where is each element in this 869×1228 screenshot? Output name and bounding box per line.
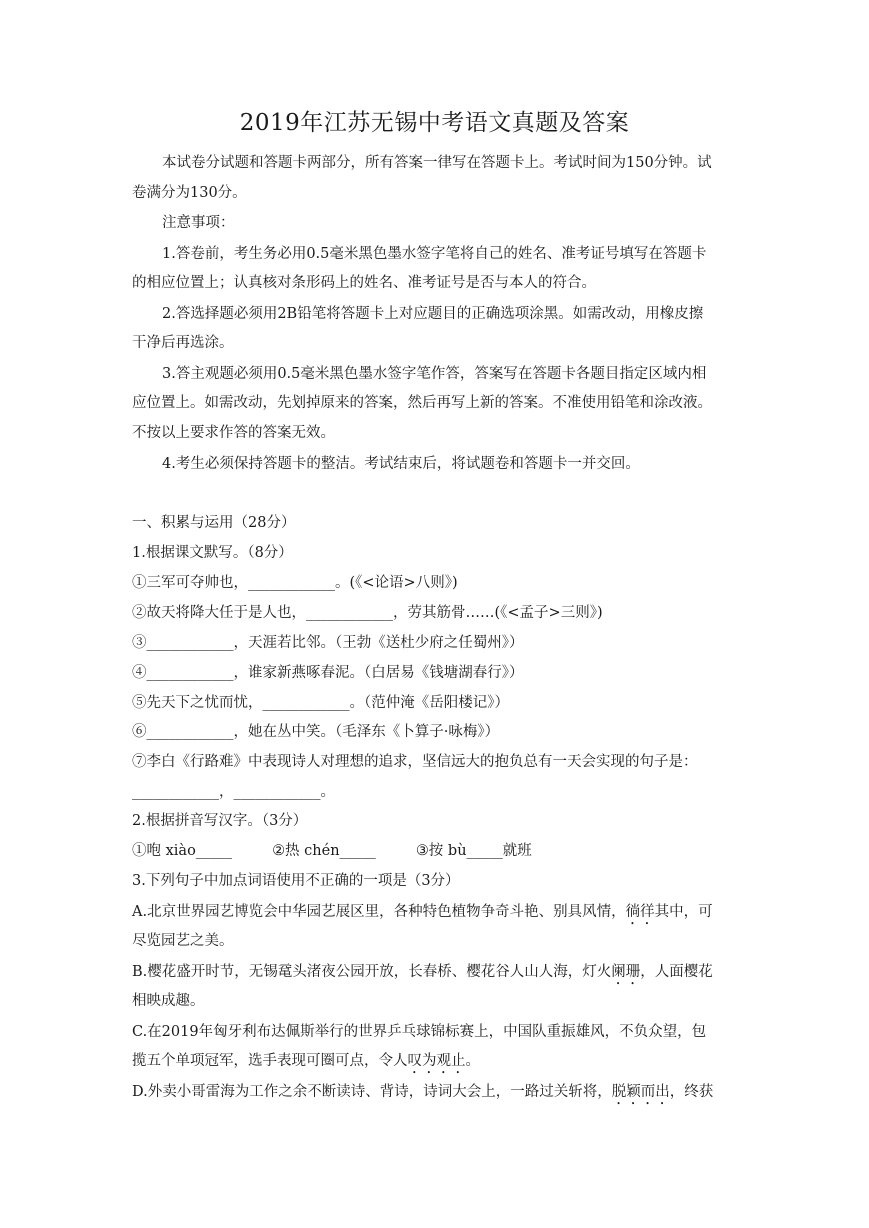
notice-heading: 注意事项： [162,215,235,231]
question-item: ____________，____________。 [132,784,335,800]
dotted-word: 脱颖而出 [611,1084,670,1100]
question-item: ②故天将降大任于是人也，____________，劳其筋骨……(《<孟子>三则》) [132,605,603,621]
notice-item: 应位置上。如需改动，先划掉原来的答案，然后再写上新的答案。不准使用铅笔和涂改液。 [132,395,712,411]
option-c: C.在2019年匈牙利布达佩斯举行的世界乒乓球锦标赛上，中国队重振雄风，不负众望，包 [132,1024,707,1040]
pinyin-items [132,841,742,861]
option-text: A.北京世界园艺博览会中华园艺展区里，各种特色植物争奇斗艳、别具风情， [132,904,626,920]
notice-item: 2.答选择题必须用2B铅笔将答题卡上对应题目的正确选项涂黑。如需改动，用橡皮擦 [162,306,704,322]
option-b [132,962,742,988]
option-text: D.外卖小哥雷海为工作之余不断读诗、背诗，诗词大会上，一路过关斩将， [132,1084,612,1100]
page-title: 2019年江苏无锡中考语文真题及答案 [239,110,630,136]
option-d [132,1082,742,1108]
intro-line: 本试卷分试题和答题卡两部分，所有答案一律写在答题卡上。考试时间为150分钟。试 [162,155,712,171]
section-heading: 一、积累与运用（28分） [132,515,296,531]
option-text: ，人面樱花 [640,964,713,980]
notice-item: 3.答主观题必须用0.5毫米黑色墨水签字笔作答，答案写在答题卡各题目指定区域内相 [162,366,707,382]
option-a-cont: 尽览园艺之美。 [132,933,234,949]
option-text: ，终获 [669,1084,714,1100]
notice-item: 不按以上要求作答的答案无效。 [132,425,335,441]
question-stem: 3.下列句子中加点词语使用不正确的一项是（3分） [132,873,460,889]
notice-item: 干净后再选涂。 [132,335,234,351]
option-c-cont [132,1051,742,1077]
question-item: ③____________，天涯若比邻。（王勃《送杜少府之任蜀州》） [132,635,524,651]
option-text: B.樱花盛开时节，无锡鼋头渚夜公园开放，长春桥、樱花谷人山人海，灯火 [132,964,612,980]
question-stem: 1.根据课文默写。（8分） [132,545,293,561]
notice-item: 的相应位置上；认真核对条形码上的姓名、准考证号是否与本人的符合。 [132,275,596,291]
dotted-word: 叹为观止 [407,1053,466,1069]
option-a [132,902,742,928]
question-item: ⑥____________，她在丛中笑。（毛泽东《卜算子·咏梅》） [132,724,500,740]
question-stem: 2.根据拼音写汉字。（3分） [132,813,308,829]
notice-item: 4.考生必须保持答题卡的整洁。考试结束后，将试题卷和答题卡一并交回。 [162,456,640,472]
option-b-cont: 相映成趣。 [132,993,205,1009]
intro-line: 卷满分为130分。 [132,185,247,201]
question-item: ①三军可夺帅也，____________。(《<论语>八则》) [132,575,458,591]
notice-item: 1.答卷前，考生务必用0.5毫米黑色墨水签字笔将自己的姓名、准考证号填写在答题卡 [162,246,707,262]
question-item: ⑤先天下之忧而忧，____________。（范仲淹《岳阳楼记》） [132,695,509,711]
dotted-word: 徜徉 [625,904,655,920]
dotted-word: 阑珊 [611,964,641,980]
option-text: 揽五个单项冠军，选手表现可圈可点，令人 [132,1053,408,1069]
pinyin-item: ③按 bù_____就班 [415,843,532,859]
pinyin-item: ②热 chén_____ [272,843,376,859]
option-text: 其中，可 [654,904,713,920]
question-item: ⑦李白《行路难》中表现诗人对理想的追求，坚信远大的抱负总有一天会实现的句子是： [132,754,698,770]
option-text: 。 [465,1053,480,1069]
question-item: ④____________，谁家新燕啄春泥。（白居易《钱塘湖春行》） [132,665,524,681]
pinyin-item: ①咆 xiào_____ [132,843,233,859]
